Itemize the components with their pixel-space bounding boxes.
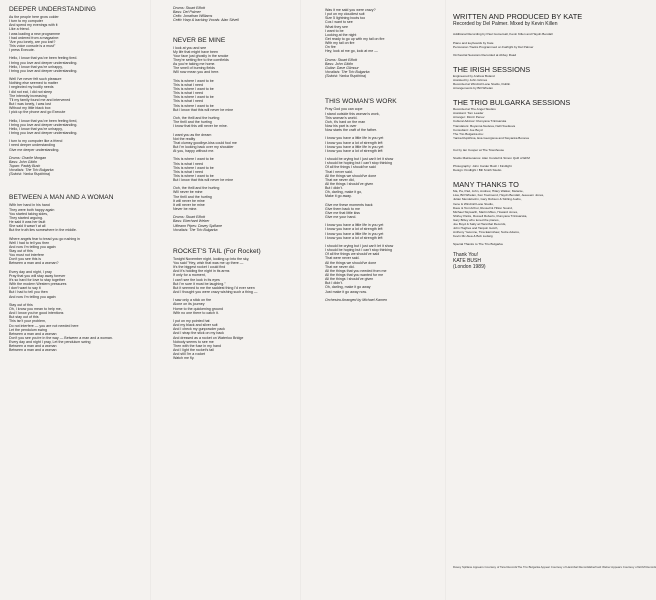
signoff-line: KATE BUSH — [453, 257, 481, 264]
lyric-line: And dressed as a rocket on Waterloo Bridge — [173, 335, 244, 340]
lyric-line: And I know you've good intentions — [9, 311, 64, 316]
lyric-line: You said "Hey, wish that was me up there — — [173, 261, 244, 266]
lyric-line: Pray that you will stay away forever — [9, 273, 66, 278]
thanks-line: Julian Mendelsohn, Gary Robson & Stirling Audio, — [453, 197, 522, 202]
lyric-line: I was loading a new programme — [9, 31, 60, 36]
thanks-line: Anthony Yaconne, Tina Earnshaw, Suzie Adams, — [453, 230, 520, 235]
credit-line: Drums: Charlie Morgan — [9, 155, 47, 160]
lyric-line: Nothing else seemed to matter — [9, 81, 58, 86]
lyric-line: I know you have a lot of strength left — [325, 140, 383, 145]
lyric-line: Your face just ghostly in the smoke — [173, 53, 229, 58]
credit-line: (Soloist: Yanka Rupkhina) — [9, 172, 51, 177]
lyrics-column-3 — [325, 8, 447, 598]
lyric-line: All the things I should've given — [325, 277, 374, 282]
lyric-line: I should be hoping but I can't stop thinking — [325, 161, 393, 166]
thanks-line: Ma, Pa, Pad, John, Andrew, Hilary Walker, Melanie, — [453, 189, 524, 194]
lyric-line: And still I'm a rocket — [173, 352, 206, 357]
lyric-line: I put on my pointed hat — [173, 319, 210, 323]
lyric-line: Cos I want to see — [325, 20, 353, 25]
lyric-line: Of all the things we should've said — [325, 252, 380, 257]
lyric-line: I turn to my computer — [9, 19, 43, 24]
credit-line: Orchestra Arranged by Michael Kamen — [325, 297, 387, 302]
lyric-line: Give me these moments back — [325, 202, 373, 207]
lyric-line: Just make it go away now. — [325, 289, 367, 294]
lyric-line: All the things that you needed from me — [325, 268, 387, 273]
lyric-line: As you're taking me home. — [173, 62, 216, 67]
lyric-line: This isn't your problem, — [9, 319, 47, 324]
lyric-line: It will never be mine — [173, 202, 205, 207]
lyric-line: But I know that this will never be mine — [173, 178, 234, 183]
thanks-line: Shirley Parks, Russell Roberts, Rumyana Tzintsarska, — [453, 213, 528, 218]
lyric-line: Ooh, the thrill and the hurting — [173, 115, 220, 120]
lyric-line: But it seemed to me the saddest thing I'd ever seen — [173, 285, 255, 290]
lyric-line: This woman's world. — [325, 115, 358, 120]
bulgarka-sessions-credits — [453, 107, 593, 140]
credit-line: Drums: Stuart Elliott — [325, 57, 357, 62]
credit-line: Bass: John Giblin — [325, 61, 353, 66]
lyric-line: Watch me fly. — [173, 356, 195, 361]
lyric-line: Do not interfere — you are not needed here — [9, 323, 79, 328]
credit-line: Consultant: Joe Boyd — [453, 127, 483, 132]
credit-line: Cultural Advisor: Rumyana Tzintsarska — [453, 119, 507, 124]
lyric-line: Hey, look at me go, look at me — — [325, 49, 378, 54]
lyric-line: Hello, I know that you've been feeling tired, — [9, 118, 78, 123]
lyric-line: Pray God you can cope — [325, 107, 363, 112]
lyric-line: This is what I need — [173, 161, 203, 166]
lyric-line: Where angels fear to tread you go rushing in — [9, 236, 80, 241]
lyric-line: That we never did. — [325, 264, 355, 269]
signoff-line: Thank You! — [453, 251, 479, 258]
lyric-line: Will never be mine — [173, 190, 203, 195]
lyric-line: Like a friend. — [9, 27, 30, 32]
lyric-line: And now I'm telling you again — [9, 294, 56, 299]
lyric-line: I did not eat, I did not sleep — [9, 89, 53, 94]
lyric-line: I press Execute. — [9, 48, 35, 53]
lyric-line: All the things we should've done — [325, 260, 377, 265]
lyric-line: Tonight November night, looking up into the sky, — [173, 256, 250, 261]
credit-line: Recorded at Windmill Lane Studio, Dublin — [453, 81, 511, 86]
lyric-line: All the things I should've given — [325, 181, 374, 186]
lyric-line: This voice console is a must" — [9, 43, 56, 48]
lyric-line: I bring you love and deeper understanding. — [9, 130, 78, 135]
lyric-line: Size 5 lightning boots too — [325, 16, 366, 21]
lyric-line: That clumsy goodbye-kiss could fool me — [173, 140, 237, 145]
lyrics-column-2 — [173, 6, 301, 596]
lyric-line: I bring you love and deeper understanding. — [9, 68, 78, 73]
engineering-credits — [453, 32, 593, 56]
credit-line: Vocalists: The Trio Bulgarka — [9, 168, 54, 173]
lyric-line: Give me that little kiss — [325, 210, 360, 215]
lyric-line: Well I had to tell you then — [9, 240, 50, 245]
footnote-line: Eberhard Weber Appears Courtesy of ECM Records — [589, 565, 656, 569]
lyric-line: I know that this will never be mine. — [173, 124, 228, 129]
credit-line: Assisted by John Grimes — [453, 77, 488, 82]
courtesy-footnotes — [453, 565, 656, 570]
lyric-line: This is where I want to be — [173, 157, 214, 162]
lyric-line: I want to be — [325, 28, 344, 33]
thanks-line: Gary Briley who tuned the pianos, — [453, 217, 500, 222]
signoff-line: (London 1989) — [453, 264, 486, 271]
credit-line: Arranger: Dimitr Penev — [453, 115, 485, 120]
credit-line: Celtic Harp & backing Vocals: Alan Stivell — [173, 18, 239, 23]
lyric-line: Without my little black box — [9, 106, 51, 111]
song-title: BETWEEN A MAN AND A WOMAN — [9, 194, 114, 202]
credit-line: Tupan: Paddy Bush — [9, 164, 41, 169]
credit-line: Vocalists: The Trio Bulgarka — [173, 227, 218, 232]
lyric-line: And I light the rocket's tail — [173, 347, 214, 352]
credit-line: Drums: Stuart Elliott — [173, 6, 205, 10]
lyric-line: This is what I need — [173, 82, 203, 87]
lyric-line: I should be crying but I just can't let it show — [325, 157, 394, 162]
credit-line: Bass: Eberhard Weber — [173, 219, 210, 224]
lyric-line: 'Til my family found me and intervened — [9, 97, 71, 102]
lyric-line: I know you have a lot of strength left — [325, 235, 383, 240]
lyric-line: I bring you love and deeper understanding. — [9, 60, 78, 65]
credit-line: Engineered by Andrew Boland — [453, 73, 495, 78]
lyric-line: I know you have a little life in you yet — [325, 231, 384, 236]
bulgarka-sessions-heading: THE TRIO BULGARKA SESSIONS — [453, 98, 571, 108]
lyric-line: I need deeper understanding — [9, 143, 55, 148]
lyric-line: With my tail on fire — [325, 41, 355, 46]
lyric-line: Get ready to go up with my tail on fire — [325, 36, 385, 41]
lyric-line: I don't want to say it — [9, 286, 41, 291]
lyric-line: The intensity increasing — [9, 93, 47, 98]
thanks-line: Lisa, Bill Whelan, Ken Townsend, Haydn Bendall, Jeeeeem Jones, — [453, 193, 545, 198]
lyric-line: He said it was her fault — [9, 220, 46, 225]
lyric-line: Every day and night, I pray — [9, 269, 52, 274]
lyric-line: Between a man and a woman — [9, 331, 57, 336]
credit-line: Studio Maintenance: Alan Cundell & Simon Quill of EFM — [453, 156, 530, 160]
lyric-line: I saw only a stick on fire — [173, 298, 212, 303]
lyric-line: I know you have a lot of strength left — [325, 227, 383, 232]
lyric-line: At you, happy without me. — [173, 149, 215, 154]
credit-line: Cut by Ian Cooper at The Townhouse — [453, 147, 505, 152]
lyric-line: She said it wasn't at all — [9, 224, 46, 229]
lyric-line: Ooh, it's hard on the man — [325, 119, 366, 124]
lyric-line: This is where I want to be — [173, 95, 214, 100]
credit-line: Photography: John Carder Bush / Kindlight — [453, 164, 512, 169]
lyric-line: Not the reality — [173, 136, 196, 141]
credit-line: Percussion Tracks Programmed on Fairlight by Del Palmer — [453, 44, 534, 49]
lyric-line: Every day and night I pray, Let the pendulum swing — [9, 340, 91, 345]
lyric-line: They're setting fire to the cornfields — [173, 57, 229, 62]
lyric-line: This is where I want to be — [173, 165, 214, 170]
lyric-line: Now starts the craft of the father. — [325, 128, 377, 133]
lyric-line: Ooh, the thrill and the hurting — [173, 186, 220, 191]
lyric-line: But I didn't. — [325, 281, 343, 286]
lyric-line: I look at you and see — [173, 45, 207, 50]
credit-line: Guitar: Dave Gilmour — [325, 65, 359, 70]
song-title: ROCKET'S TAIL (For Rocket) — [173, 247, 261, 255]
lyric-line: But stay out of this — [9, 315, 39, 320]
footnote-line: Davey Spillane Appears Courtesy of Tara Records — [453, 565, 518, 569]
lyric-line: I had ordered from a magazine: — [9, 35, 60, 40]
lyric-line: I turn to my computer like a friend — [9, 139, 63, 144]
lyric-line: And I thought you were crazy wishing such a thing — — [173, 290, 258, 295]
lyrics-column-1 — [9, 6, 147, 596]
thanks-line: Dave & Toni Arthur, Russell & Hilton Sound, — [453, 205, 513, 210]
lyric-line: And my black and silver suit — [173, 323, 218, 328]
lyric-line: That I never said. — [325, 169, 353, 174]
credit-line: (Soloist: Yanka Rupkhina) — [325, 74, 367, 79]
lyric-line: Give me deeper understanding. — [9, 147, 60, 152]
lyric-line: You must not interfere — [9, 253, 45, 258]
lyric-line: I know you have a lot of strength left — [325, 148, 383, 153]
lyric-line: Oh, I know you mean to help me, — [9, 307, 62, 311]
song-title: NEVER BE MINE — [173, 36, 226, 44]
thanks-line: Irene & Windmill Lane Studio, — [453, 201, 494, 206]
lyric-line: All the things we should've done — [325, 173, 377, 178]
lyric-line: All the things that you wanted for me — [325, 273, 384, 278]
thanks-line: John Hughes and Tarquin Gotch, — [453, 226, 499, 231]
lyric-line: Between a man and a woman — [9, 348, 57, 353]
credit-line: Uilleann Pipes: Davey Spillane — [173, 223, 222, 228]
lyric-line: Between a man and a woman — [9, 344, 57, 349]
credit-line: Recorded by Del Palmer. Mixed by Kevin Killen — [453, 21, 558, 27]
credit-line: Cello: Jonathan Williams — [173, 14, 213, 19]
lyric-line: This is where I want to be — [173, 78, 214, 83]
credit-line: Orchestral Sessions Recorded at Abbey Road — [453, 52, 517, 57]
signoff — [453, 252, 593, 271]
lyric-line: On fire — [325, 45, 336, 50]
lyric-line: And I strap the stick on my back — [173, 331, 224, 336]
lyric-line: With her hand in his hand — [9, 203, 50, 208]
lyric-line: Then with the fuse in my hand — [173, 343, 221, 348]
lyric-line: But I'm looking back over my shoulder — [173, 144, 234, 149]
lyric-line: Let the pendulum swing — [9, 327, 47, 332]
lyric-line: But I had to tell you then — [9, 290, 48, 295]
lyric-line: Hello, I know that you're unhappy, — [9, 126, 63, 131]
lyric-line: This is what I need — [173, 169, 203, 174]
lyric-line: Hello, I know that you're unhappy, — [9, 64, 63, 69]
lyric-line: It will never be mine — [173, 198, 205, 203]
lyric-line: I want you as the dream — [173, 132, 212, 137]
lyric-line: But the truth lies somewhere in the middle. — [9, 228, 77, 233]
lyric-line: Never be mine. — [173, 207, 198, 212]
lyric-line: Alone on its journey — [173, 302, 205, 307]
lyric-line: I bring you love and deeper understanding. — [9, 122, 78, 127]
lyric-line: Will now mean you and here. — [173, 70, 220, 75]
lyric-line: But I know that this will never be mine — [173, 107, 234, 112]
lyric-line: Give them back to me — [325, 206, 360, 211]
lyric-line: My life that might have been — [173, 49, 218, 54]
column-divider — [150, 0, 151, 600]
lyric-line: Hello, I know that you've been feeling tired. — [9, 56, 78, 61]
lyric-line: I put on my cloudiest suit — [325, 12, 365, 17]
lyric-line: You started taking sides, — [9, 211, 49, 216]
lyric-line: I should be crying but I just can't let it show — [325, 244, 394, 249]
lyric-line: This is what I need — [173, 91, 203, 96]
lyric-line: Looking at the night — [325, 32, 357, 37]
lyric-line: Well I've never felt such pleasure — [9, 77, 62, 82]
thanks-line: Special Thanks to The Trio Bulgarka — [453, 242, 503, 247]
lyric-line: Don't you see this is — [9, 257, 42, 262]
lyric-line: Now his part is over — [325, 123, 357, 128]
credit-line: Translators: Boyanna Nedeva, Nelli Svetkova — [453, 123, 516, 128]
credit-line: Bass: John Giblin — [9, 159, 37, 164]
thanks-heading: MANY THANKS TO — [453, 180, 519, 190]
credit-line: Design: Kindlight / Bill Smith Studio — [453, 168, 502, 173]
produced-heading: WRITTEN AND PRODUCED BY KATE — [453, 12, 583, 21]
lyric-line: Stay out of this — [9, 249, 33, 254]
lyric-line: If only for a moment, — [173, 273, 206, 278]
lyric-line: Nobody seems to see me — [173, 339, 214, 344]
lyric-line: Was it me said you were crazy? — [325, 8, 376, 12]
lyric-line: And it's holding the night in its arms — [173, 269, 230, 274]
lyric-line: I know you have a little life in you yet — [325, 223, 384, 228]
irish-sessions-credits — [453, 74, 593, 90]
lyric-line: The smell of burning fields — [173, 66, 215, 71]
lyric-line: What they see — [325, 24, 348, 29]
lyric-line: This is where I want to be — [173, 103, 214, 108]
lyric-line: This is what I need — [173, 99, 203, 104]
lyric-line: Stay out of this — [9, 302, 33, 307]
credit-line: Piano and keyboards by Kate — [453, 40, 494, 45]
lyric-line: Home to the quickening ground — [173, 306, 223, 311]
lyric-line: And now I'm telling you again — [9, 244, 56, 249]
thanks-line: Michael Skywarth, Martin Miles, Howard Jones, — [453, 209, 518, 214]
mastering-credits — [453, 148, 593, 172]
lyric-line: I pick up the phone and go Execute — [9, 110, 66, 115]
credit-line: Recorded at The Angel Studios — [453, 107, 496, 112]
lyric-line: But I was lonely, I was lost — [9, 101, 51, 106]
lyric-line: Don't you see you're in the way — Between a man and a woman. — [9, 335, 113, 340]
thanks-line: Kevin Mc Alea & Bob Ludwig — [453, 234, 493, 239]
lyric-line: I stand outside this woman's work, — [325, 111, 380, 116]
lyric-line: Oh, darling, make it go, — [325, 190, 363, 195]
lyric-line: I neglected my bodily needs — [9, 85, 54, 90]
credit-line: The Trio Bulgarka Are: — [453, 131, 484, 136]
lyric-line: I know you have a little life in you yet — [325, 144, 384, 149]
credit-line: Assistant: Tom Leader — [453, 111, 484, 116]
credit-line: Drums: Stuart Elliott — [173, 215, 205, 220]
lyric-line: They started arguing. — [9, 215, 43, 220]
lyric-line: The thrill and the hurting — [173, 120, 212, 125]
lyric-line: But I'm sure it must be laughing." — [173, 281, 226, 286]
song-title: DEEPER UNDERSTANDING — [9, 6, 96, 13]
lyric-line: I know you have a little life in you yet — [325, 136, 384, 141]
credit-line: Yanka Rupkhina, Eva Georgieva and Stoyanka Boneva — [453, 135, 529, 140]
lyric-line: They were both happy again — [9, 207, 55, 212]
lyric-line: And I check my gunpowder pack — [173, 327, 225, 332]
credit-line: Bass: Del Palmer — [173, 10, 201, 15]
thanks-list — [453, 189, 593, 246]
lyric-line: And spend my evenings with it — [9, 23, 58, 28]
thanks-line: Joe Boyd & Sally at Hannibal Records, — [453, 222, 507, 227]
album-credits — [453, 12, 593, 271]
lyric-line: I should be hoping but I can't stop thinking — [325, 248, 393, 253]
lyric-line: I can't see the look in its eyes — [173, 277, 220, 282]
lyric-line: That were never said. — [325, 256, 360, 261]
lyric-line: But I didn't. — [325, 186, 343, 191]
lyric-line: With the modern Western pressures — [9, 282, 67, 287]
lyric-line: Give me your hand. — [325, 215, 357, 220]
credit-line: Vocalists: The Trio Bulgarka — [325, 70, 370, 75]
lyric-line: It's so hard for love to stay together — [9, 278, 66, 283]
lyric-line: That we never did, — [325, 177, 355, 182]
lyric-line: Of all the things I should've said — [325, 165, 376, 170]
footnote-line: The Trio Bulgarka Appear Courtesy of Hannibal Records — [517, 565, 590, 569]
lyric-line: This is where I want to be — [173, 86, 214, 91]
credit-line: Arrangements by Bill Whelan — [453, 86, 493, 91]
lyric-line: With no one there to catch it. — [173, 310, 219, 315]
credit-line: Additional Recording by Paul Gomersall, Kevin Killen and Haydn Bendall — [453, 32, 553, 37]
lyric-line: The thrill and the hurting — [173, 194, 212, 199]
lyric-line: "Are you lonely, are you lost? — [9, 39, 56, 44]
lyric-line: It's the biggest rocket I could find — [173, 265, 226, 270]
lyric-line: Oh, darling, make it go away — [325, 285, 371, 290]
lyric-line: As the people here grow colder — [9, 15, 59, 19]
lyric-line: This is where I want to be — [173, 173, 214, 178]
song-title: THIS WOMAN'S WORK — [325, 98, 397, 106]
lyric-line: Make it go away. — [325, 194, 352, 199]
lyric-line: Between a man and a woman? — [9, 261, 59, 266]
irish-sessions-heading: THE IRISH SESSIONS — [453, 64, 531, 74]
